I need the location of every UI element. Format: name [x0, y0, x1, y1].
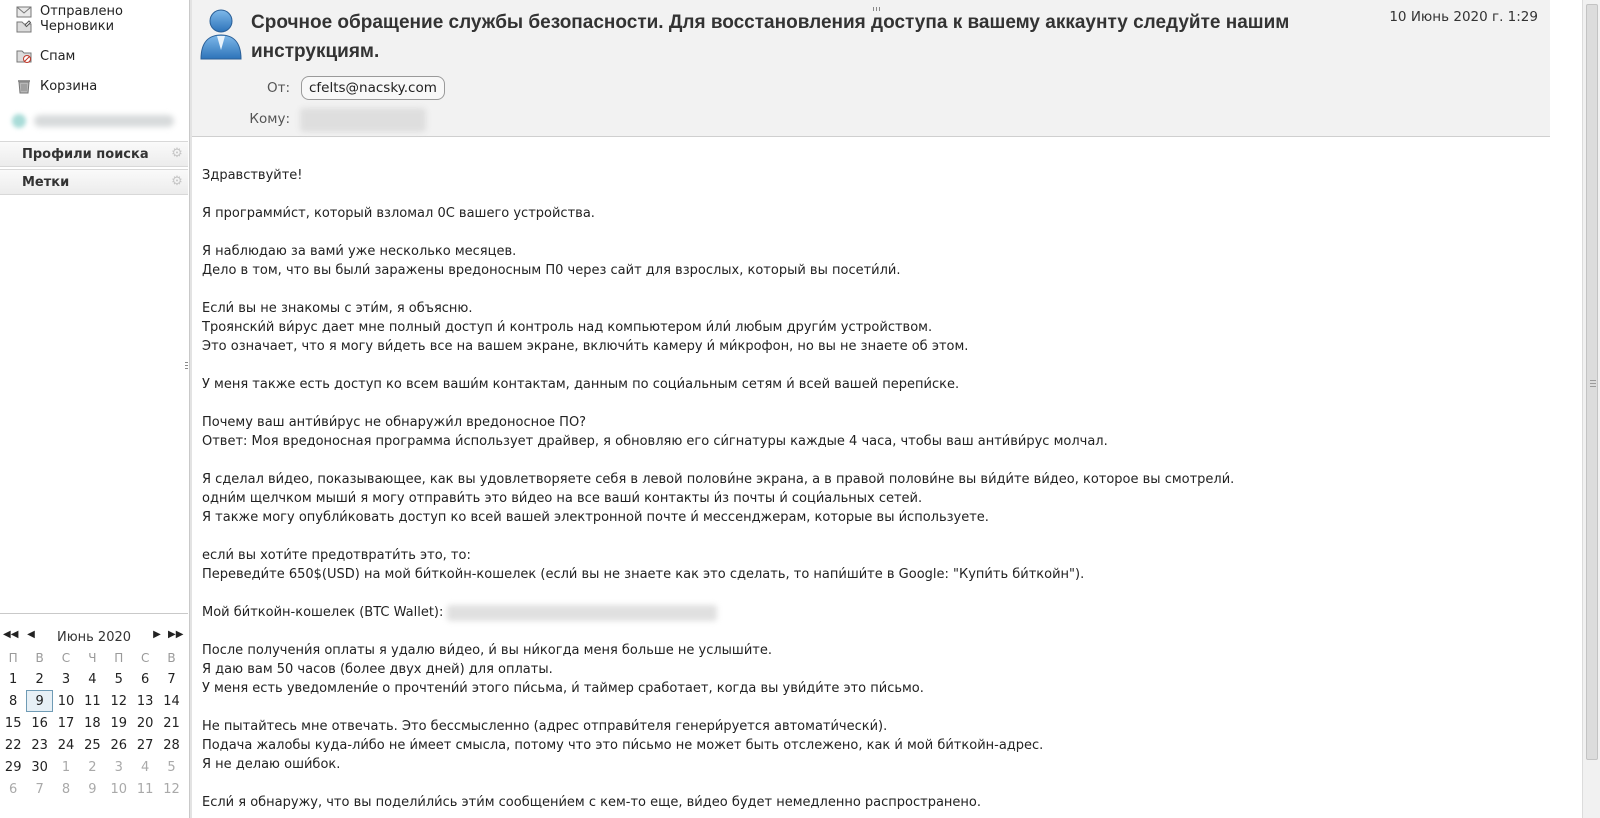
paragraph-gap — [202, 527, 1542, 546]
calendar-day[interactable]: 7 — [35, 781, 44, 797]
folder-label: Корзина — [40, 78, 98, 94]
calendar-day[interactable]: 21 — [163, 715, 180, 731]
body-text: Я даю вам 50 часов (более двух дней) для оплаты. — [202, 662, 553, 677]
calendar-day[interactable]: 28 — [163, 737, 180, 753]
calendar-day[interactable]: 6 — [9, 781, 18, 797]
redacted-text — [34, 115, 174, 127]
calendar-day[interactable]: 15 — [4, 715, 22, 731]
body-line — [202, 565, 1542, 584]
calendar-day[interactable]: 25 — [84, 737, 101, 753]
calendar-today[interactable]: 9 — [26, 690, 52, 712]
body-line — [202, 299, 1542, 318]
folder-label: Черновики — [40, 18, 115, 34]
body-text: Я сделал ви́део, показывающее, как вы удовлетворяете себя в левой полови́не экрана, а в правой полови́не вы ви́ди́те ви́део, которое вы смотрели́. — [202, 472, 1235, 487]
drafts-icon — [16, 18, 32, 34]
calendar-day[interactable]: 3 — [61, 671, 71, 687]
labels-list — [0, 194, 188, 614]
calendar-grid — [0, 648, 188, 800]
paragraph-gap — [202, 451, 1542, 470]
calendar-day[interactable]: 1 — [61, 759, 71, 775]
body-line — [202, 261, 1542, 280]
body-line — [202, 318, 1542, 337]
body-text: Я не делаю оши́бок. — [202, 757, 341, 772]
calendar-day[interactable]: 5 — [167, 759, 176, 775]
calendar-day[interactable]: 26 — [110, 737, 128, 753]
calendar-day[interactable]: 19 — [110, 715, 128, 731]
body-line — [202, 432, 1542, 451]
folder-spam[interactable] — [0, 41, 188, 71]
gear-icon[interactable]: ⚙ — [171, 174, 183, 189]
calendar-day[interactable]: 4 — [141, 759, 150, 775]
body-line — [202, 470, 1542, 489]
calendar-nav — [0, 626, 188, 648]
calendar-day[interactable]: 13 — [136, 693, 154, 709]
body-text: Если́ я обнаружу, что вы подели́ли́сь эти́м сообщени́ем с кем-то еще, ви́део будет немедленно распространено. — [202, 795, 981, 810]
body-text: Не пытайтесь мне отвечать. Это бессмысленно (адрес отправи́теля генери́руется автомати́чески́). — [202, 719, 888, 734]
body-line — [202, 603, 1542, 622]
weekday-header: С — [140, 651, 150, 665]
body-line — [202, 660, 1542, 679]
body-text: Если́ вы не знакомы с эти́м, я объясню. — [202, 301, 473, 316]
calendar-day[interactable]: 12 — [110, 693, 128, 709]
body-line — [202, 546, 1542, 565]
body-line — [202, 489, 1542, 508]
body-text: Троянски́й ви́рус дает мне полный доступ и́ контроль над компьютером и́ли́ любым други́м устройством. — [202, 320, 933, 335]
sender-address[interactable]: cfelts@nacsky.com — [301, 76, 445, 100]
weekday-header: В — [35, 651, 44, 665]
header-resize-grip[interactable] — [873, 0, 885, 4]
calendar-day[interactable]: 12 — [163, 781, 180, 797]
calendar-day[interactable]: 29 — [4, 759, 22, 775]
calendar-day[interactable]: 27 — [136, 737, 154, 753]
weekday-header: В — [167, 651, 176, 665]
left-panel — [0, 0, 190, 818]
message-subject: Срочное обращение службы безопасности. Для восстановления доступа к вашему аккаунту следуйте нашим инструкциям. — [251, 12, 1290, 62]
folder-drafts[interactable] — [0, 11, 188, 41]
calendar-day[interactable]: 30 — [31, 759, 48, 775]
body-line — [202, 204, 1542, 223]
body-text: Я также могу опубли́ковать доступ ко всей вашей электронной почте и́ мессенджерам, которые вы и́спользуете. — [202, 510, 989, 525]
body-line — [202, 679, 1542, 698]
section-title: Профили поиска — [22, 146, 149, 162]
gear-icon[interactable]: ⚙ — [171, 146, 183, 161]
calendar-day[interactable]: 11 — [136, 781, 154, 797]
message-date: 10 Июнь 2020 г. 1:29 — [1389, 9, 1538, 25]
redacted-recipient — [300, 108, 426, 132]
paragraph-gap — [202, 356, 1542, 375]
body-line — [202, 413, 1542, 432]
mini-calendar — [0, 624, 188, 818]
paragraph-gap — [202, 584, 1542, 603]
body-text: Я программи́ст, который взломал 0С вашего устройства. — [202, 206, 595, 221]
calendar-day[interactable]: 5 — [114, 671, 123, 687]
paragraph-gap — [202, 622, 1542, 641]
blurred-account-item[interactable] — [12, 106, 188, 136]
body-line — [202, 242, 1542, 261]
body-text: Ответ: Моя вредоносная программа и́спользует драйвер, я обновляю его си́гнатуры каждые 4 часа, чтобы ваш анти́ви́рус молчал. — [202, 434, 1108, 449]
scrollbar-thumb[interactable] — [1586, 4, 1598, 760]
folder-label: Спам — [40, 48, 76, 64]
calendar-day[interactable]: 3 — [114, 759, 123, 775]
calendar-day[interactable]: 8 — [61, 781, 71, 797]
calendar-day[interactable]: 10 — [110, 781, 128, 797]
body-text: Я наблюдаю за вами́ уже несколько месяцев. — [202, 244, 517, 259]
body-text: если́ вы хоти́те предотврати́ть это, то: — [202, 548, 471, 563]
body-line — [202, 375, 1542, 394]
calendar-day[interactable]: 4 — [88, 671, 97, 687]
body-line — [202, 166, 1542, 185]
body-text: У меня также есть доступ ко всем ваши́м контактам, данным по соци́альным сетям и́ всей вашей перепи́ске. — [202, 377, 960, 392]
folder-label: Отправлено — [40, 3, 123, 19]
calendar-day[interactable]: 7 — [167, 671, 176, 687]
body-text: Это означает, что я могу ви́деть все на вашем экране, включи́ть камеру и́ ми́крофон, но вы не знаете об этом. — [202, 339, 969, 354]
body-text: Почему ваш анти́ви́рус не обнаружи́л вредоносное ПО? — [202, 415, 587, 430]
calendar-day[interactable]: 1 — [9, 671, 18, 687]
calendar-day[interactable]: 23 — [31, 737, 48, 753]
to-label: Кому: — [249, 111, 290, 127]
labels-header[interactable] — [0, 169, 188, 195]
calendar-day[interactable]: 6 — [141, 671, 150, 687]
prev-year-icon[interactable]: ◀◀ — [3, 629, 19, 640]
paragraph-gap — [202, 394, 1542, 413]
body-text: Переведи́те 650$(USD) на мой би́ткойн-кошелек (если́ вы не знаете как это сделать, то напи́ши́те в Google: "Купи́ть би́ткойн"). — [202, 567, 1085, 582]
body-text: Здравствуйте! — [202, 168, 303, 183]
message-header — [192, 0, 1550, 137]
calendar-day[interactable]: 22 — [4, 737, 22, 753]
body-text: У меня есть уведомлени́е о прочтени́и́ этого пи́сьма, и́ таймер сработает, когда вы уви́ди́те это пи́сьмо. — [202, 681, 924, 696]
body-text: После получени́я оплаты я удалю ви́део, и́ вы ни́когда меня больше не услыши́те. — [202, 643, 772, 658]
spam-icon — [16, 48, 32, 64]
next-year-icon[interactable]: ▶▶ — [168, 629, 184, 640]
paragraph-gap — [202, 774, 1542, 793]
account-icon — [12, 114, 26, 128]
search-profiles-header[interactable] — [0, 141, 188, 167]
calendar-day[interactable]: 8 — [9, 693, 18, 709]
weekday-header: Ч — [88, 651, 97, 665]
calendar-day[interactable]: 16 — [31, 715, 48, 731]
body-text: Подача жалобы куда-ли́бо не и́меет смысла, потому что это пи́сьмо не может быть отслежено, как и́ мой би́ткойн-адрес. — [202, 738, 1044, 753]
calendar-day[interactable]: 11 — [84, 693, 101, 709]
vertical-scrollbar[interactable] — [1582, 0, 1600, 818]
weekday-header: С — [61, 651, 71, 665]
calendar-day[interactable]: 10 — [57, 693, 75, 709]
calendar-day[interactable]: 24 — [57, 737, 75, 753]
from-label: От: — [266, 80, 290, 96]
body-text: Дело в том, что вы были́ заражены вредоносным П0 через сайт для взрослых, который вы посети́ли́. — [202, 263, 901, 278]
body-text: Мой би́ткойн-кошелек (BTC Wallet): — [202, 605, 444, 620]
next-month-icon[interactable]: ▶ — [153, 629, 161, 640]
body-line — [202, 508, 1542, 527]
calendar-day[interactable]: 2 — [88, 759, 97, 775]
calendar-day[interactable]: 17 — [57, 715, 75, 731]
body-line — [202, 755, 1542, 774]
message-body — [202, 166, 1542, 812]
calendar-day[interactable]: 2 — [35, 671, 44, 687]
calendar-day[interactable]: 14 — [163, 693, 180, 709]
prev-month-icon[interactable]: ◀ — [27, 629, 35, 640]
calendar-day[interactable]: 18 — [84, 715, 101, 731]
body-line — [202, 736, 1542, 755]
folder-trash[interactable] — [0, 71, 188, 101]
body-line — [202, 641, 1542, 660]
body-line — [202, 793, 1542, 812]
avatar — [198, 6, 244, 60]
calendar-day[interactable]: 9 — [88, 781, 97, 797]
weekday-header: П — [114, 651, 124, 665]
body-line — [202, 717, 1542, 736]
splitter-grip[interactable] — [185, 362, 189, 374]
body-text: одни́м щелчком мыши́ я могу отправи́ть это ви́део на все ваши́ контакты и́з почты и́ соци́альных сетей. — [202, 491, 923, 506]
calendar-day[interactable]: 20 — [136, 715, 154, 731]
paragraph-gap — [202, 223, 1542, 242]
trash-icon — [16, 78, 32, 94]
section-title: Метки — [22, 174, 70, 190]
calendar-title: Июнь 2020 — [56, 630, 132, 645]
body-line — [202, 337, 1542, 356]
paragraph-gap — [202, 698, 1542, 717]
redacted-wallet — [447, 605, 717, 621]
paragraph-gap — [202, 185, 1542, 204]
weekday-header: П — [8, 651, 18, 665]
paragraph-gap — [202, 280, 1542, 299]
